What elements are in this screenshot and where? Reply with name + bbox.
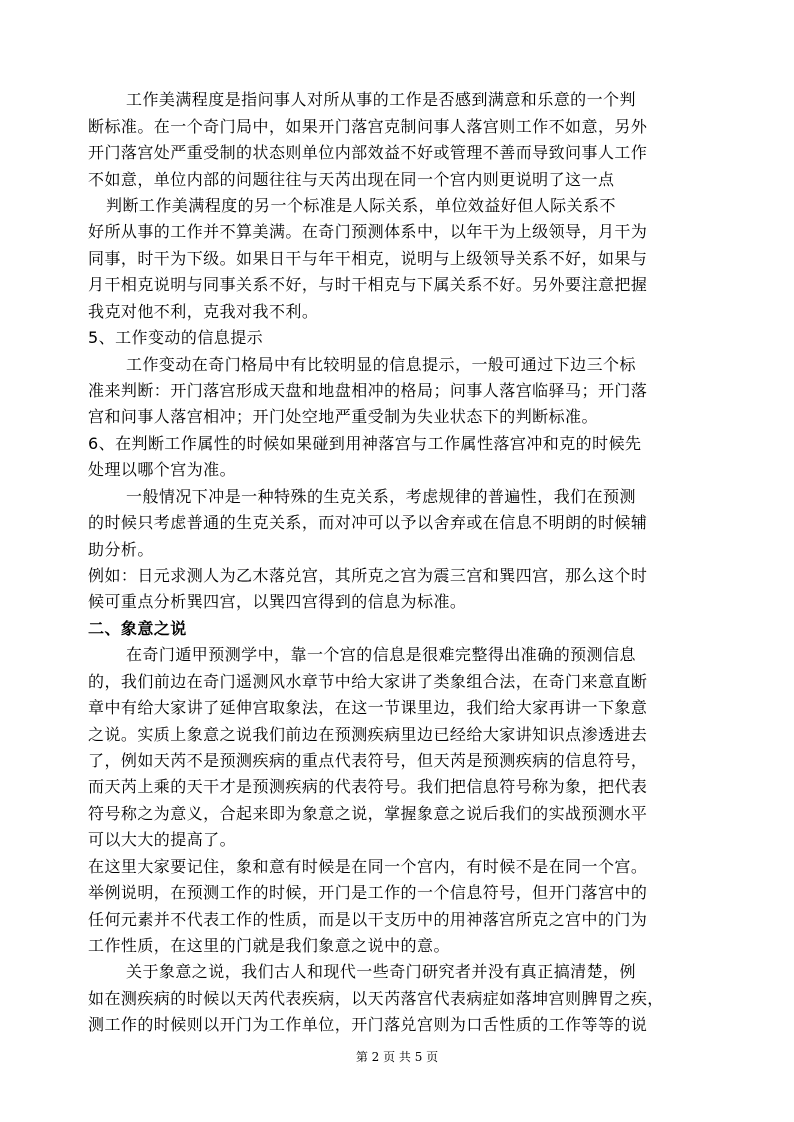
page-footer: 第 2 页 共 5 页	[355, 1050, 439, 1064]
text-line: 助分析。	[88, 540, 154, 559]
text-line: 章中有给大家讲了延伸宫取象法，在这一节课里边，我们给大家再讲一下象意	[88, 698, 648, 717]
text-line: 月干相克说明与同事关系不好，与时干相克与下属关系不好。另外要注意把握	[88, 275, 648, 294]
text-line: 断标准。在一个奇门局中，如果开门落宫克制问事人落宫则工作不如意，另外	[88, 117, 648, 136]
text-line: 例如：日元求测人为乙木落兑宫，其所克之宫为震三宫和巽四宫，那么这个时	[88, 566, 648, 585]
text-line: 如在测疾病的时候以天芮代表疾病，以天芮落宫代表病症如落坤宫则脾胃之疾，	[88, 989, 664, 1008]
text-line: 开门落宫处严重受制的状态则单位内部效益不好或管理不善而导致问事人工作	[88, 143, 648, 162]
text-line: 工作变动在奇门格局中有比较明显的信息提示，一般可通过下边三个标	[126, 355, 636, 374]
text-line: 不如意，单位内部的问题往往与天芮出现在同一个宫内则更说明了这一点	[88, 170, 615, 189]
text-line: 工作性质，在这里的门就是我们象意之说中的意。	[88, 936, 450, 955]
section-heading: 二、象意之说	[88, 619, 187, 638]
text-line: 之说。实质上象意之说我们前边在预测疾病里边已经给大家讲知识点渗透进去	[88, 725, 648, 744]
text-line: 可以大大的提高了。	[88, 830, 237, 849]
text-line: 任何元素并不代表工作的性质，而是以干支历中的用神落宫所克之宫中的门为	[88, 910, 648, 929]
text-line: 判断工作美满程度的另一个标准是人际关系，单位效益好但人际关系不	[106, 196, 616, 215]
text-line: 符号称之为意义，合起来即为象意之说，掌握象意之说后我们的实战预测水平	[88, 804, 648, 823]
text-line: 而天芮上乘的天干才是预测疾病的代表符号。我们把信息符号称为象，把代表	[88, 777, 648, 796]
text-line: 在奇门遁甲预测学中，靠一个宫的信息是很难完整得出准确的预测信息	[126, 645, 636, 664]
text-line: 的，我们前边在奇门遥测风水章节中给大家讲了类象组合法，在奇门来意直断	[88, 672, 648, 691]
text-line: 处理以哪个宫为准。	[88, 460, 237, 479]
text-line: 宫和问事人落宫相冲；开门处空地严重受制为失业状态下的判断标准。	[88, 407, 598, 426]
text-line: 在这里大家要记住，象和意有时候是在同一个宫内，有时候不是在同一个宫。	[88, 857, 648, 876]
text-line: 工作美满程度是指问事人对所从事的工作是否感到满意和乐意的一个判	[126, 90, 636, 109]
section-subheading: 6、在判断工作属性的时候如果碰到用神落宫与工作属性落宫冲和克的时候先	[88, 434, 642, 453]
text-line: 准来判断：开门落宫形成天盘和地盘相冲的格局；问事人落宫临驿马；开门落	[88, 381, 648, 400]
text-line: 测工作的时候则以开门为工作单位，开门落兑宫则为口舌性质的工作等等的说	[88, 1015, 648, 1034]
text-line: 举例说明，在预测工作的时候，开门是工作的一个信息符号，但开门落宫中的	[88, 883, 648, 902]
text-line: 的时候只考虑普通的生克关系，而对冲可以予以舍弃或在信息不明朗的时候辅	[88, 513, 648, 532]
text-line: 候可重点分析巽四宫，以巽四宫得到的信息为标准。	[88, 592, 467, 611]
text-line: 一般情况下冲是一种特殊的生克关系，考虑规律的普遍性，我们在预测	[126, 487, 636, 506]
text-line: 我克对他不利，克我对我不利。	[88, 302, 319, 321]
text-line: 同事，时干为下级。如果日干与年干相克，说明与上级领导关系不好，如果与	[88, 249, 648, 268]
text-line: 好所从事的工作并不算美满。在奇门预测体系中，以年干为上级领导，月干为	[88, 222, 648, 241]
text-line: 了，例如天芮不是预测疾病的重点代表符号，但天芮是预测疾病的信息符号，	[88, 751, 648, 770]
text-line: 关于象意之说，我们古人和现代一些奇门研究者并没有真正搞清楚，例	[126, 962, 636, 981]
section-subheading: 5、工作变动的信息提示	[88, 328, 264, 347]
